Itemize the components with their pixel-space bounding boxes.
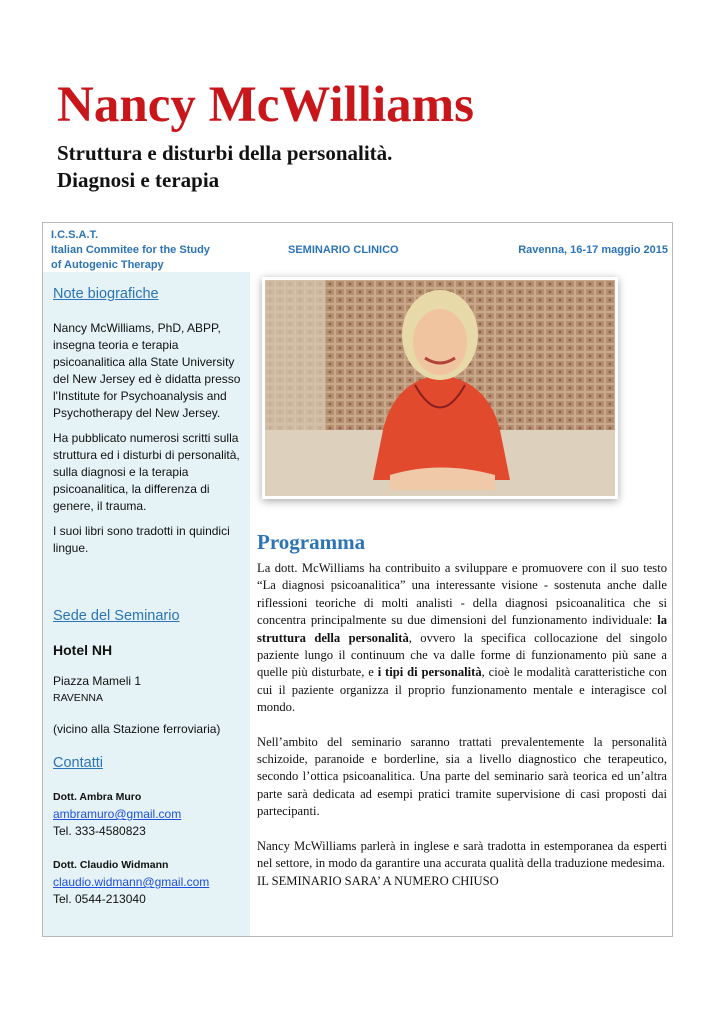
venue-note: (vicino alla Stazione ferroviaria) [53,722,221,736]
sidebar [43,272,250,936]
contact-2-email-link[interactable]: claudio.widmann@gmail.com [53,875,210,889]
portrait-illustration [265,280,615,496]
program-highlight-1: la struttura della personalità [257,613,667,645]
place-date: Ravenna, 16-17 maggio 2015 [518,244,668,256]
bio-paragraph-2: Ha pubblicato numerosi scritti sulla struttura ed i disturbi di personalità, sulla diagnosi e la terapia psicoanalitica, la differenza di genere, il trauma. [53,431,240,513]
program-highlight-2: i tipi di personalità [377,665,482,680]
contact-1-email-link[interactable]: ambramuro@gmail.com [53,807,182,821]
org-name-line-2: of Autogenic Therapy [51,259,164,271]
contact-1-phone: Tel. 333-4580823 [53,824,146,838]
program-paragraph-1: La dott. McWilliams ha contribuito a sviluppare e promuovere con il suo testo “La diagnosi psicoanalitica” una interessante visione - sostenuta anche dalle riflessioni teoriche di molti analisti - della diagnosi psicoanalitica che si concentra principalmente su due dimensioni del funzionamento individuale: la struttura della personalità, ovvero la specifica collocazione del singolo paziente lungo il continuum che va dalle forme di funzionamento più sane a quelle più disturbate, e i tipi di personalità, cioè le modalità caratteristiche con cui il paziente organizza il proprio funzionamento mentale e interagisce col mondo. [257,561,668,715]
contact-1-name: Dott. Ambra Muro [53,791,142,803]
page-subtitle [57,140,392,194]
portrait-photo [262,277,618,499]
subtitle-line-2: Diagnosi e terapia [57,168,220,192]
info-header [51,228,668,272]
contacts-heading: Contatti [53,755,103,771]
bio-paragraph-3: I suoi libri sono tradotti in quindici lingue. [53,524,230,555]
program-heading: Programma [257,530,366,554]
program-paragraph-3: Nancy McWilliams parlerà in inglese e sarà tradotta in estemporanea da esperti nel settore, in modo da garantire una accurata qualità della traduzione medesima. [257,838,667,871]
venue-address: Piazza Mameli 1 [53,674,142,688]
program-closing-note: IL SEMINARIO SARA’ A NUMERO CHIUSO [257,873,499,888]
program-text [257,560,667,890]
seminar-type: SEMINARIO CLINICO [288,244,399,256]
bio-paragraph-1: Nancy McWilliams, PhD, ABPP, insegna teoria e terapia psicoanalitica alla State University del New Jersey ed è didatta presso l'Institute for Psychoanalysis and Psychotherapy del New Jersey. [53,321,241,420]
contact-2-name: Dott. Claudio Widmann [53,859,169,871]
org-block [51,228,251,273]
contact-2-phone: Tel. 0544-213040 [53,892,146,906]
page-title: Nancy McWilliams [57,77,474,133]
subtitle-line-1: Struttura e disturbi della personalità. [57,141,393,165]
bio-heading: Note biografiche [53,286,159,302]
venue-heading: Sede del Seminario [53,608,180,624]
hotel-name: Hotel NH [53,642,113,658]
venue-city: RAVENNA [53,692,103,704]
program-paragraph-2: Nell’ambito del seminario saranno trattati prevalentemente la personalità schizoide, paranoide e borderline, sia a livello diagnostico che terapeutico, secondo l’ottica psicoanalitica. Una parte del seminario sarà teorica ed un’altra parte sarà dedicata ad esempi pratici tramite supervisione di casi proposti dai partecipanti. [257,734,667,819]
org-acronym: I.C.S.A.T. [51,229,99,241]
org-name-line-1: Italian Commitee for the Study [51,244,210,256]
